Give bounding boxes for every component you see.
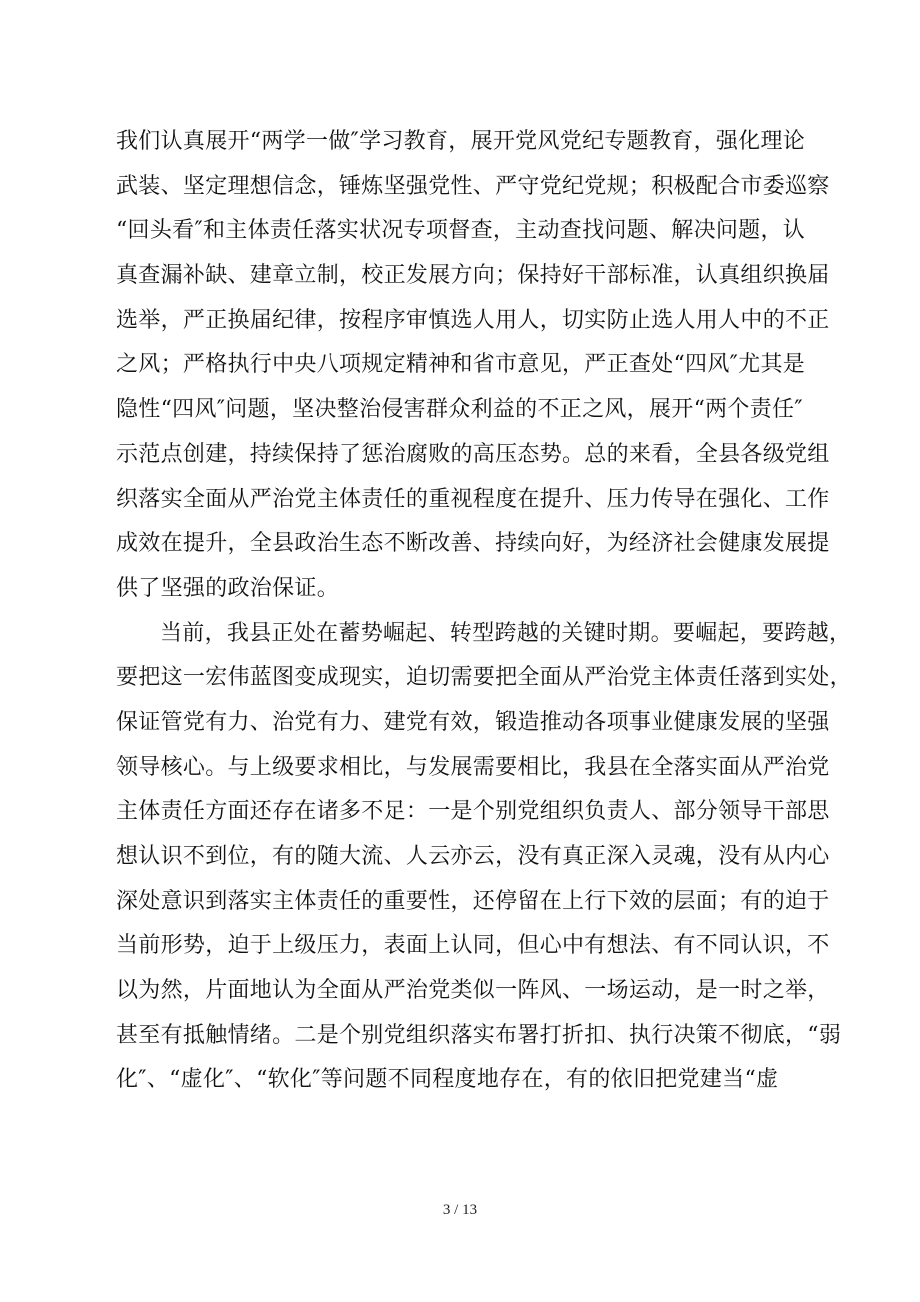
text-line: 示范点创建，持续保持了惩治腐败的高压态势。总的来看，全县各级党组 [116, 441, 830, 467]
text-line: “回头看″和主体责任落实状况专项督查，主动查找问题、解决问题，认 [116, 218, 806, 244]
paragraph-1 [116, 120, 828, 612]
text-line: 我们认真展开“两学一做″学习教育，展开党风党纪专题教育，强化理论 [116, 129, 806, 154]
page-number: 3 / 13 [442, 1202, 478, 1218]
text-line: 武装、坚定理想信念，锤炼坚强党性、严守党纪党规；积极配合市委巡察 [116, 173, 830, 199]
document-body [116, 120, 852, 1103]
text-line: 真查漏补缺、建章立制，校正发展方向；保持好干部标准，认真组织换届 [116, 263, 830, 289]
text-line: 要把这一宏伟蓝图变成现实，迫切需要把全面从严治党主体责任落到实处， [116, 665, 852, 691]
paragraph-2 [116, 612, 852, 1104]
text-line: 成效在提升，全县政治生态不断改善、持续向好，为经济社会健康发展提 [116, 531, 830, 557]
text-line: 之风；严格执行中央八项规定精神和省市意见，严正查处“四风″尤其是 [116, 352, 806, 378]
text-line: 当前，我县正处在蓄势崛起、转型跨越的关键时期。要崛起，要跨越， [160, 620, 852, 646]
text-line: 深处意识到落实主体责任的重要性，还停留在上行下效的层面；有的迫于 [116, 888, 830, 914]
text-line: 化″、“虚化″、“软化″等问题不同程度地存在，有的依旧把党建当“虚 [116, 1067, 779, 1093]
text-line: 主体责任方面还存在诸多不足：一是个别党组织负责人、部分领导干部思 [116, 799, 830, 825]
text-line: 隐性“四风″问题，坚决整治侵害群众利益的不正之风，展开“两个责任″ [116, 397, 803, 423]
text-line: 领导核心。与上级要求相比，与发展需要相比，我县在全落实面从严治党 [116, 754, 830, 780]
text-line: 想认识不到位，有的随大流、人云亦云，没有真正深入灵魂，没有从内心 [116, 844, 830, 869]
text-line: 供了坚强的政治保证。 [116, 575, 340, 601]
text-line: 当前形势，迫于上级压力，表面上认同，但心中有想法、有不同认识，不 [116, 933, 830, 959]
text-line: 保证管党有力、治党有力、建党有效，锻造推动各项事业健康发展的坚强 [116, 709, 830, 735]
text-line: 选举，严正换届纪律，按程序审慎选人用人，切实防止选人用人中的不正 [116, 307, 830, 333]
text-line: 甚至有抵触情绪。二是个别党组织落实布署打折扣、执行决策不彻底，“弱 [116, 1022, 842, 1048]
text-line: 织落实全面从严治党主体责任的重视程度在提升、压力传导在强化、工作 [116, 486, 830, 512]
text-line: 以为然，片面地认为全面从严治党类似一阵风、一场运动，是一时之举， [116, 978, 830, 1004]
